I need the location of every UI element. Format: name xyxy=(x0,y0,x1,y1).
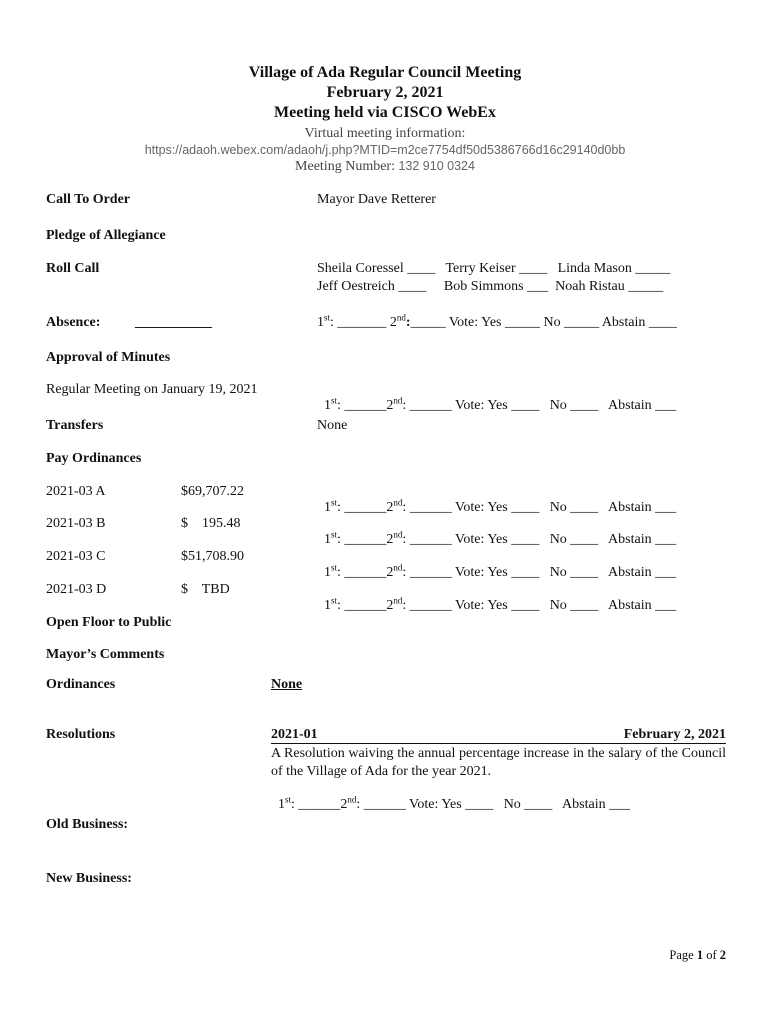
open-floor-label: Open Floor to Public xyxy=(46,615,172,630)
pay-ordinance-vote-line: 1st: ______2nd: ______ Vote: Yes ____ No ____ Abstain ___ xyxy=(324,562,677,580)
new-business-label: New Business: xyxy=(46,871,132,886)
old-business-label: Old Business: xyxy=(46,817,129,832)
transfers-label: Transfers xyxy=(46,418,104,433)
pay-ordinance-id: 2021-03 A xyxy=(46,484,106,499)
meeting-number-label: Meeting Number: xyxy=(295,159,395,174)
ordinances-label: Ordinances xyxy=(46,677,116,692)
resolution-heading xyxy=(271,727,726,744)
roll-call-label: Roll Call xyxy=(46,261,100,276)
ordinances-value: None xyxy=(271,677,303,692)
transfers-value: None xyxy=(317,418,348,433)
pay-ordinance-amount: $69,707.22 xyxy=(181,484,244,499)
page-indicator: Page 1 of 2 xyxy=(669,948,726,962)
meeting-date: February 2, 2021 xyxy=(326,84,444,101)
absence-label: Absence: xyxy=(46,315,101,330)
resolution-vote-line: 1st: ______2nd: ______ Vote: Yes ____ No ____ Abstain ___ xyxy=(278,794,631,812)
resolution-date: February 2, 2021 xyxy=(623,727,726,742)
meeting-number-line xyxy=(0,159,770,175)
pay-ordinance-id: 2021-03 B xyxy=(46,516,106,531)
roll-call-row-1: Sheila Coressel ____ Terry Keiser ____ Linda Mason _____ xyxy=(317,261,671,276)
approval-item: Regular Meeting on January 19, 2021 xyxy=(46,382,258,397)
call-to-order-label: Call To Order xyxy=(46,192,131,207)
pay-ordinance-vote-line: 1st: ______2nd: ______ Vote: Yes ____ No ____ Abstain ___ xyxy=(324,529,677,547)
pay-ordinance-id: 2021-03 D xyxy=(46,582,107,597)
pay-ordinance-amount: $ 195.48 xyxy=(181,516,241,531)
mayors-comments-label: Mayor’s Comments xyxy=(46,647,165,662)
pay-ordinances-label: Pay Ordinances xyxy=(46,451,142,466)
pay-ordinance-vote-line: 1st: ______2nd: ______ Vote: Yes ____ No ____ Abstain ___ xyxy=(324,595,677,613)
pay-ordinance-amount: $ TBD xyxy=(181,582,230,597)
resolution-text: A Resolution waiving the annual percentage increase in the salary of the Council of the Village of Ada for the year 2021. xyxy=(271,746,726,779)
pay-ordinance-id: 2021-03 C xyxy=(46,549,106,564)
pay-ordinance-vote-line: 1st: ______2nd: ______ Vote: Yes ____ No ____ Abstain ___ xyxy=(324,497,677,515)
pay-ordinance-amount: $51,708.90 xyxy=(181,549,244,564)
resolutions-label: Resolutions xyxy=(46,727,116,742)
meeting-url: https://adaoh.webex.com/adaoh/j.php?MTID=m2ce7754df50d5386766d16c29140d0bb xyxy=(144,143,626,157)
meeting-platform: Meeting held via CISCO WebEx xyxy=(274,104,496,121)
absence-blank: ___________ xyxy=(135,315,212,330)
approval-of-minutes-label: Approval of Minutes xyxy=(46,350,171,365)
virtual-info-label: Virtual meeting information: xyxy=(304,126,466,141)
pledge-label: Pledge of Allegiance xyxy=(46,228,166,243)
meeting-number: 132 910 0324 xyxy=(398,159,475,173)
absence-vote-line: 1st: _______ 2nd:_____ Vote: Yes _____ No _____ Abstain ____ xyxy=(317,312,677,330)
meeting-title: Village of Ada Regular Council Meeting xyxy=(248,64,522,81)
resolution-number: 2021-01 xyxy=(271,727,318,742)
approval-vote-line: 1st: ______2nd: ______ Vote: Yes ____ No ____ Abstain ___ xyxy=(324,395,677,413)
roll-call-row-2: Jeff Oestreich ____ Bob Simmons ___ Noah Ristau _____ xyxy=(317,279,664,294)
call-to-order-value: Mayor Dave Retterer xyxy=(317,192,436,207)
